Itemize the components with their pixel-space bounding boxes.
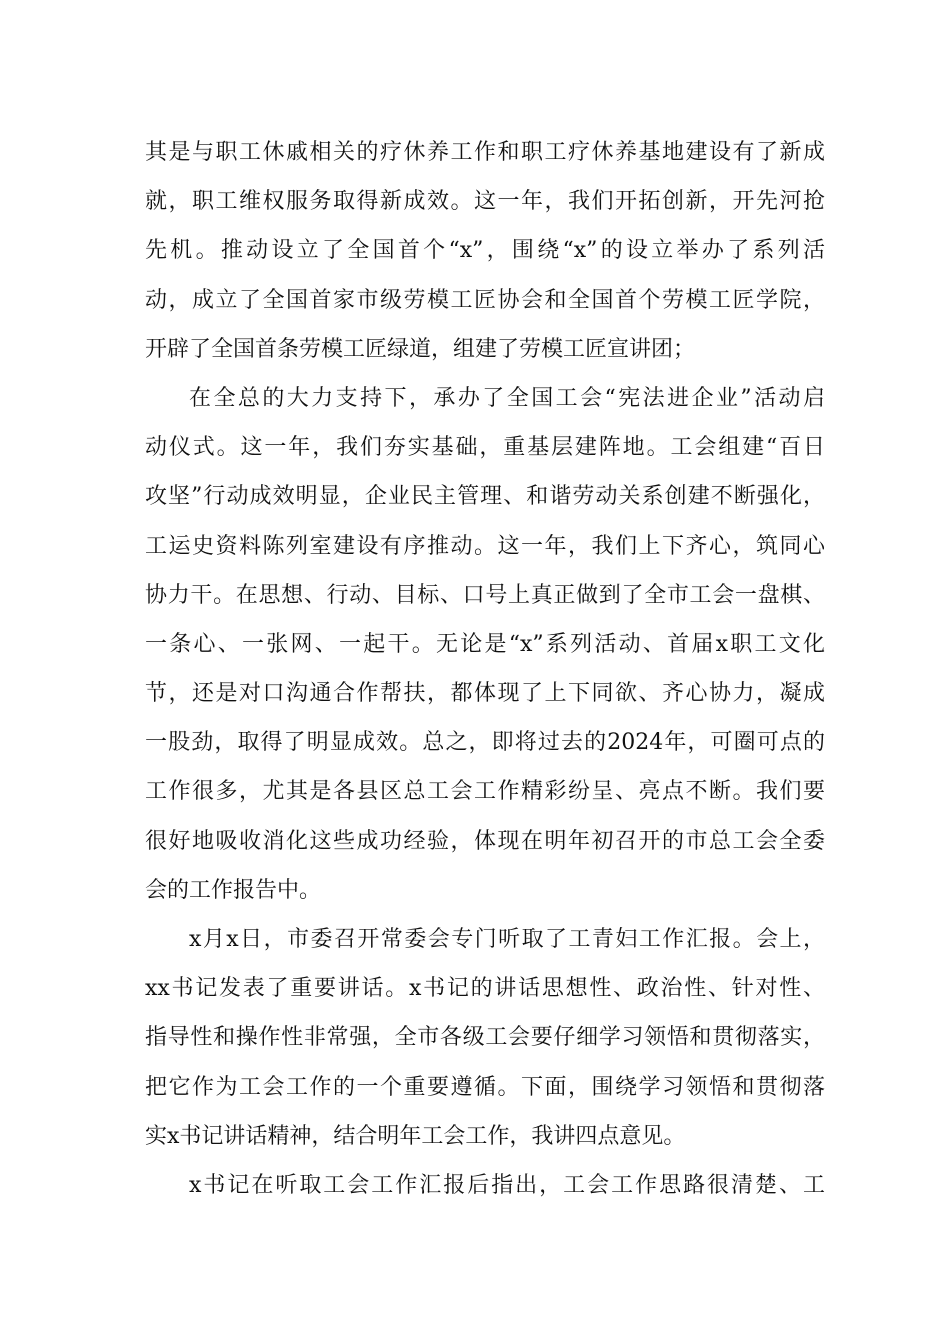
text-line: 很好地吸收消化这些成功经验，体现在明年初召开的市总工会全委 [145, 828, 825, 854]
text-line: x书记在听取工会工作汇报后指出，工会工作思路很清楚、工 [189, 1172, 825, 1198]
text-line: 一股劲，取得了明显成效。总之，即将过去的2024年，可圈可点的 [145, 730, 825, 756]
text-line: 就，职工维权服务取得新成效。这一年，我们开拓创新，开先河抢 [145, 189, 825, 215]
text-line: 会的工作报告中。 [145, 877, 322, 903]
text-line: 在全总的大力支持下，承办了全国工会“宪法进企业”活动启 [189, 385, 825, 411]
text-line: 实x书记讲话精神，结合明年工会工作，我讲四点意见。 [145, 1123, 686, 1149]
text-line: 工运史资料陈列室建设有序推动。这一年，我们上下齐心，筑同心 [145, 533, 825, 559]
text-line: 攻坚”行动成效明显，企业民主管理、和谐劳动关系创建不断强化， [145, 484, 825, 510]
paragraph [145, 128, 825, 374]
text-line: 节，还是对口沟通合作帮扶，都体现了上下同欲、齐心协力，凝成 [145, 681, 825, 707]
text-line: 动仪式。这一年，我们夯实基础，重基层建阵地。工会组建“百日 [145, 435, 825, 461]
text-line: 把它作为工会工作的一个重要遵循。下面，围绕学习领悟和贯彻落 [145, 1074, 825, 1100]
text-line: 其是与职工休戚相关的疗休养工作和职工疗休养基地建设有了新成 [145, 140, 825, 165]
text-line: 协力干。在思想、行动、目标、口号上真正做到了全市工会一盘棋、 [145, 582, 825, 608]
body-text [145, 128, 825, 1210]
text-line: 先机。推动设立了全国首个“x”，围绕“x”的设立举办了系列活 [145, 238, 825, 264]
paragraph [145, 915, 825, 1161]
text-line: xx书记发表了重要讲话。x书记的讲话思想性、政治性、针对性、 [145, 976, 825, 1002]
text-line: 开辟了全国首条劳模工匠绿道，组建了劳模工匠宣讲团； [145, 336, 696, 362]
text-line: 工作很多，尤其是各县区总工会工作精彩纷呈、亮点不断。我们要 [145, 779, 825, 805]
text-line: x月x日，市委召开常委会专门听取了工青妇工作汇报。会上， [189, 927, 825, 952]
text-line: 指导性和操作性非常强，全市各级工会要仔细学习领悟和贯彻落实， [145, 1025, 825, 1051]
text-line: 一条心、一张网、一起干。无论是“x”系列活动、首届x职工文化 [145, 631, 825, 657]
paragraph [145, 374, 825, 915]
paragraph [145, 1161, 825, 1210]
text-line: 动，成立了全国首家市级劳模工匠协会和全国首个劳模工匠学院， [145, 287, 825, 313]
